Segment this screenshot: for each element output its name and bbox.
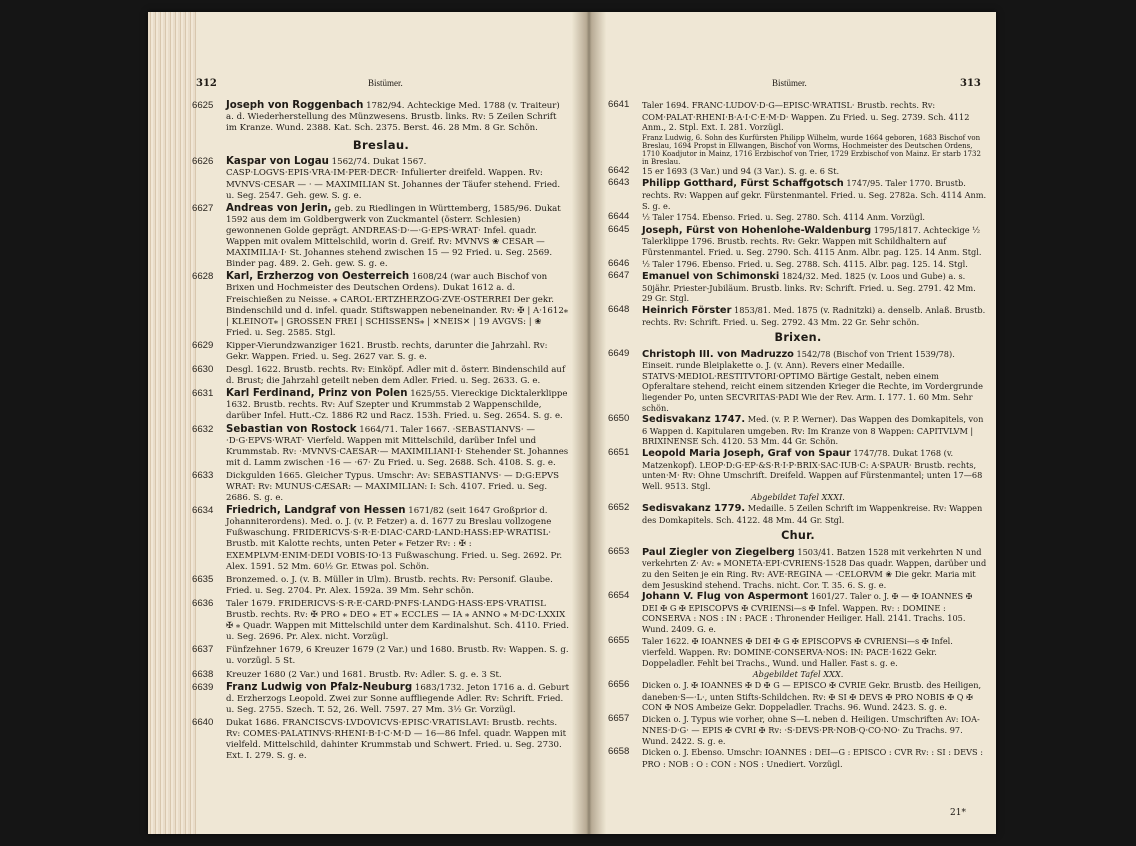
entry-heading: Franz Ludwig von Pfalz-Neuburg xyxy=(226,681,413,693)
plate-reference: Abgebildet Tafel XXX. xyxy=(752,669,844,680)
catalog-entry xyxy=(608,747,988,769)
section-heading: Chur. xyxy=(781,529,815,543)
entry-description: 1824/32. Med. 1825 (v. Loos und Gube) a. s. 50jähr. Priester-Jubiläum. Brustb. links. Rv: Schrift. Fried. u. Seg. 2791. 42 Mm. 29 Gr. Stgl. xyxy=(642,271,976,304)
entry-heading: Karl Ferdinand, Prinz von Polen xyxy=(226,388,408,400)
lot-number: 6655 xyxy=(608,634,630,646)
entry-heading: Joseph von Roggenbach xyxy=(226,100,364,111)
catalog-entry xyxy=(608,714,988,747)
catalog-entry xyxy=(608,259,988,271)
entry-heading: Christoph III. von Madruzzo xyxy=(642,348,794,360)
lot-number: 6648 xyxy=(608,303,630,315)
entry-description: 15 er 1693 (3 Var.) und 94 (3 Var.). S. g. e. 6 St. xyxy=(642,165,840,176)
entry-heading: Philipp Gotthard, Fürst Schaffgotsch xyxy=(642,178,844,190)
catalog-entry xyxy=(608,547,988,590)
catalog-entry xyxy=(608,503,988,525)
entry-description: Dickgulden 1665. Gleicher Typus. Umschr: Av: SEBASTIANVS· — D:G:EPVS WRAT: Rv: MUNUS·CÆSAR: — MAXIMILIAN: I: Sch. 4107. Fried. u. Seg. 2686. S. g. e. xyxy=(226,470,560,504)
entry-description: Medaille. 5 Zeilen Schrift im Wappenkreise. Rv: Wappen des Domkapitels. Sch. 4122. 48 Mm. 44 Gr. Stgl. xyxy=(642,503,983,525)
lot-number: 6636 xyxy=(192,597,214,609)
book-gutter xyxy=(572,12,606,834)
entry-description: Taler 1694. FRANC·LUDOV·D·G—EPISC·WRATISL· Brustb. rechts. Rv: COM·PALAT·RHENI·B·A·I·C·E·M·D· Wappen. Zu Fried. u. Seg. 2739. Sch. 4112 Anm., 2. Stpl. Ext. I. 281. Vorzügl. xyxy=(642,100,970,133)
catalog-entry xyxy=(192,100,570,134)
entry-heading: Johann V. Flug von Aspermont xyxy=(642,591,809,603)
footnote: Franz Ludwig, 6. Sohn des Kurfürsten Philipp Wilhelm, wurde 1664 geboren, 1683 Bischof von Breslau, 1694 Propst in Ellwangen, Bischof von Worms, Hochmeister des Deutschen Ordens, 1710 Koadjutor in Mainz, 1716 Erzbischof von Trier, 1729 Erzbischof von Mainz. Er starb 1732 in Breslau. xyxy=(642,133,981,166)
catalog-entry xyxy=(608,178,988,211)
entry-description: Taler 1622. ✠ IOANNES ✠ DEI ✠ G ✠ EPISCOPVS ✠ CVRIENSi—s ✠ Infel. vierfeld. Wappen. Rv: DOMINE·CONSERVA·NOS: IN: PACE·1622 Gekr. Doppeladler. Fehlt bei Trachs., Wund. und Haller. Fast s. g. e. xyxy=(642,635,953,668)
catalog-entry xyxy=(192,598,570,643)
catalog-entry xyxy=(192,340,570,363)
entry-description: 1542/78 (Bischof von Trient 1539/78). Einseit. runde Bleiplakette o. J. (v. Ann). Revers einer Medaille. STATVS·MEDIOL·RESTITVTORI·OPTIMO Bärtige Gestalt, neben einem Opferaltare stehend, reicht einem sitzenden Krieger die Rechte, im Vordergrunde liegender Po, unten SECVRITAS·PADI Wie der Rev. Arm. I. 177. 1. 60 Mm. Sehr schön. xyxy=(642,348,983,413)
entry-description: 1795/1817. Achteckige ½ Talerklippe 1796. Brustb. rechts. Rv: Gekr. Wappen mit Schildhaltern auf Fürstenmantel. Fried. u. Seg. 2790. Sch. 4115 Anm. Albr. pag. 125. 14 Anm. Stgl. xyxy=(642,224,982,257)
left-page-body xyxy=(192,100,570,763)
entry-description: Kreuzer 1680 (2 Var.) und 1681. Brustb. Rv: Adler. S. g. e. 3 St. xyxy=(226,669,502,680)
lot-number: 6643 xyxy=(608,177,630,189)
entry-description: ½ Taler 1754. Ebenso. Fried. u. Seg. 2780. Sch. 4114 Anm. Vorzügl. xyxy=(642,212,926,223)
entry-description: 1608/24 (war auch Bischof von Brixen und Hochmeister des Deutschen Ordens). Dukat 1612 a. d. Freischießen zu Neisse. ⁎ CAROL·ERTZHERZOG·ZVE·OSTERREI Der gekr. Bindenschild und d. infel. quadr. Stiftswappen nebeneinander. Rv: ✠ | A·1612⁎ | KLEINOT⁎ | GROSSEN FREI | SCHISSENS⁎ | ✕NEIS✕ | 19 AVGVS: | ❀ Fried. u. Seg. 2585. Stgl. xyxy=(226,272,569,338)
entry-heading: Sedisvakanz 1747. xyxy=(642,414,746,426)
entry-heading: Emanuel von Schimonski xyxy=(642,271,780,283)
catalog-entry xyxy=(192,682,570,716)
entry-description: ½ Taler 1796. Ebenso. Fried. u. Seg. 2788. Sch. 4115. Albr. pag. 125. 14. Stgl. xyxy=(642,258,968,269)
entry-heading: Paul Ziegler von Ziegelberg xyxy=(642,546,795,558)
entry-description: Taler 1679. FRIDERICVS·S·R·E·CARD·PNFS·LANDG·HASS·EPS·VRATISL Brustb. rechts. Rv: ✠ PRO ⁎ DEO ⁎ ET ⁎ ECCLES — IA ⁎ ANNO ⁎ M·DC·LXXIX ✠ ⁎ Quadr. Wappen mit Mittelschild unter dem Kardinalshut. Sch. 4110. Fried. u. Seg. 2696. Pr. Alex. nicht. Vorzügl. xyxy=(226,598,570,643)
right-folio: 313 xyxy=(960,78,981,89)
lot-number: 6650 xyxy=(608,413,630,425)
entry-description: 1853/81. Med. 1875 (v. Radnitzki) a. denselb. Anlaß. Brustb. rechts. Rv: Schrift. Fried. u. Seg. 2792. 43 Mm. 22 Gr. Sehr schön. xyxy=(642,304,986,327)
lot-number: 6632 xyxy=(192,423,214,435)
lot-number: 6625 xyxy=(192,100,214,111)
catalog-entry xyxy=(192,388,570,422)
entry-description: 1562/74. Dukat 1567. CASP·LOGVS·EPIS·VRA·IM·PER·DECR· Infulierter dreifeld. Wappen. Rv: MVNVS·CESAR — · — MAXIMILIAN St. Johannes der Täufer stehend. Fried. u. Seg. 2547. Geh. gew. S. g. e. xyxy=(226,157,561,201)
right-running-head: Bistümer. xyxy=(772,78,807,88)
entry-heading: Kaspar von Logau xyxy=(226,156,329,168)
catalog-entry xyxy=(608,212,988,224)
entry-description: 1601/27. Taler o. J. ✠ — ✠ IOANNES ✠ DEI ✠ G ✠ EPISCOPVS ✠ CVRIENSi—s ✠ Infel. Wappen. Rv: : DOMINE : CONSERVA : NOS : IN : PACE : Thronender Heiliger. Hall. 2141. Trachs. 105. Wund. 2409. G. e. xyxy=(642,591,973,634)
catalog-entry xyxy=(192,156,570,201)
entry-description: 1747/95. Taler 1770. Brustb. rechts. Rv: Wappen auf gekr. Fürstenmantel. Fried. u. Seg. 2782a. Sch. 4114 Anm. S. g. e. xyxy=(642,178,987,211)
catalog-entry xyxy=(192,505,570,573)
catalog-entry xyxy=(608,636,988,669)
entry-description: Fünfzehner 1679, 6 Kreuzer 1679 (2 Var.) und 1680. Brustb. Rv: Wappen. S. g. u. vorzügl. 5 St. xyxy=(226,645,569,667)
entry-heading: Friedrich, Landgraf von Hessen xyxy=(226,505,406,517)
lot-number: 6637 xyxy=(192,644,214,656)
lot-number: 6644 xyxy=(608,211,630,223)
lot-number: 6631 xyxy=(192,388,214,400)
lot-number: 6633 xyxy=(192,469,214,481)
lot-number: 6635 xyxy=(192,573,214,585)
section-heading: Breslau. xyxy=(352,138,410,153)
catalog-entry xyxy=(608,271,988,304)
catalog-entry xyxy=(192,424,570,469)
entry-description: Dicken o. J. ✠ IOANNES ✠ D ✠ G — EPISCO ✠ CVRIE Gekr. Brustb. des Heiligen, daneben·S—·L·, unten Stifts-Schildchen. Rv: ✠ SI ✠ DEVS ✠ PRO NOBIS ✠ Q ✠ CON ✠ NOS Ambeize Gekr. Doppeladler. Trachs. 96. Wund. 2423. S. g. e. xyxy=(642,679,982,713)
entry-description: Kipper-Vierundzwanziger 1621. Brustb. rechts, darunter die Jahrzahl. Rv: Gekr. Wappen. Fried. u. Seg. 2627 var. S. g. e. xyxy=(226,340,548,362)
catalog-entry xyxy=(608,225,988,258)
catalog-entry xyxy=(192,574,570,597)
catalog-entry xyxy=(192,271,570,339)
catalog-entry xyxy=(608,166,988,178)
lot-number: 6639 xyxy=(192,681,214,693)
lot-number: 6653 xyxy=(608,545,630,557)
entry-description: Bronzemed. o. J. (v. B. Müller in Ulm). Brustb. rechts. Rv: Personif. Glaube. Fried. u. Seg. 2704. Pr. Alex. 1592a. 39 Mm. Sehr schön. xyxy=(226,574,553,596)
lot-number: 6651 xyxy=(608,447,630,459)
catalog-entry xyxy=(192,669,570,681)
left-folio: 312 xyxy=(196,78,217,89)
entry-description: 1625/55. Viereckige Dicktalerklippe 1632. Brustb. rechts. Rv: Auf Szepter und Krummstab 2 Wappenschilde, darüber Infel. Hutt.-Cz. 1886 R2 und Racz. 153h. Fried. u. Seg. 2654. S. g. e. xyxy=(226,389,568,422)
catalog-entry xyxy=(192,203,570,271)
left-running-head: Bistümer. xyxy=(368,78,403,88)
lot-number: 6645 xyxy=(608,223,630,235)
entry-description: 1782/94. Achteckige Med. 1788 (v. Traiteur) a. d. Wiederherstellung des Münzwesens. Brustb. links. Rv: 5 Zeilen Schrift im Kranze. Wund. 2388. Kat. Sch. 2375. Berst. 46. 28 Mm. 8 Gr. Schön. xyxy=(226,101,560,134)
entry-heading: Leopold Maria Joseph, Graf von Spaur xyxy=(642,448,851,460)
entry-heading: Sebastian von Rostock xyxy=(226,423,357,435)
lot-number: 6649 xyxy=(608,347,630,359)
catalog-entry xyxy=(192,470,570,504)
lot-number: 6626 xyxy=(192,156,214,168)
lot-number: 6652 xyxy=(608,502,630,513)
entry-description: Dicken o. J. Typus wie vorher, ohne S—L neben d. Heiligen. Umschriften Av: IOA-NNES·D·G· — EPIS ✠ CVRI ✠ Rv: ·S·DEVS·PR·NOB·Q·CO·NO· Zu Trachs. 97. Wund. 2422. S. g. e. xyxy=(642,713,980,746)
entry-description: 1683/1732. Jeton 1716 a. d. Geburt d. Erzherzogs Leopold. Zwei zur Sonne auffliegende Adler. Rv: Schrift. Fried. u. Seg. 2755. Szech. T. 52, 26. Well. 7597. 27 Mm. 3½ Gr. Vorzügl. xyxy=(226,682,570,715)
entry-description: Med. (v. P. P. Werner). Das Wappen des Domkapitels, von 6 Wappen d. Kapitularen umgeben. Rv: Im Kranze von 8 Wappen: CAPITVLVM | BRIXINENSE Sch. 4120. 53 Mm. 44 Gr. Schön. xyxy=(642,414,984,447)
signature-mark: 21* xyxy=(950,808,966,818)
section-heading: Brixen. xyxy=(774,331,822,345)
entry-description: Dukat 1686. FRANCISCVS·LVDOVICVS·EPISC·VRATISLAVI: Brustb. rechts. Rv: COMES·PALATINVS·RHENI·B·I·C·M·D — 16—86 Infel. quadr. Wappen mit vielfeld. Mittelschild, dahinter Krummstab und Schwert. Fried. u. Seg. 2730. Ext. I. 279. S. g. e. xyxy=(226,717,567,762)
catalog-entry xyxy=(608,100,988,133)
entry-description: 1664/71. Taler 1667. ·SEBASTIANVS· — ·D·G·EPVS·WRAT· Vierfeld. Wappen mit Mittelschild, darüber Infel und Krummstab. Rv: ·MVNVS·CAESAR·— MAXIMILIANI·I· Stehender St. Johannes mit d. Lamm zwischen ·16 — ·67· Zu Fried. u. Seg. 2688. Sch. 4108. S. g. e. xyxy=(226,424,569,468)
lot-number: 6646 xyxy=(608,257,630,269)
entry-heading: Heinrich Förster xyxy=(642,304,732,316)
catalog-entry xyxy=(192,644,570,667)
lot-number: 6627 xyxy=(192,202,214,214)
lot-number: 6629 xyxy=(192,339,214,351)
entry-heading: Sedisvakanz 1779. xyxy=(642,503,746,514)
entry-description: 1671/82 (seit 1647 Großprior d. Johanniterordens). Med. o. J. (v. P. Fetzer) a. d. 1677 zu Breslau vollzogene Fußwaschung. FRIDERICVS·S·R·E·DIAC·CARD·LAND:HASS:EP·WRATISL· Brustb. mit Kalotte rechts, unten Peter ⁎ Fetzer Rv: : ✠ : EXEMPLVM·ENIM·DEDI VOBIS·IO·13 Fußwaschung. Fried. u. Seg. 2692. Pr. Alex. 1591. 52 Mm. 60½ Gr. Etwas pol. Schön. xyxy=(226,506,563,572)
entry-description: 1747/78. Dukat 1768 (v. Matzenkopf). LEOP·D:G·EP·&S·R·I·P·BRIX·SAC·IUB·C: A·SPAUR· Brustb. rechts, unten·M· Rv: Ohne Umschrift. Dreifeld. Wappen auf Fürstenmantel; unten 17—68 Well. 9513. Stgl. xyxy=(642,448,983,491)
lot-number: 6647 xyxy=(608,270,630,282)
lot-number: 6640 xyxy=(192,716,214,728)
lot-number: 6634 xyxy=(192,505,214,517)
lot-number: 6638 xyxy=(192,668,214,680)
lot-number: 6656 xyxy=(608,678,630,690)
entry-heading: Karl, Erzherzog von Oesterreich xyxy=(226,271,410,283)
lot-number: 6641 xyxy=(608,99,630,110)
entry-description: 1503/41. Batzen 1528 mit verkehrten N und verkehrten Z· Av: ⁎ MONETA·EPI·CVRIENS·1528 Das quadr. Wappen, darüber und zu den Seiten je ein Ring. Rv: AVE·REGINA — ·CELORVM ❀ Die gekr. Maria mit dem Jesuskind stehend. Trachs. nicht. Cor. T. 35. 6. S. g. e. xyxy=(642,546,987,590)
page-stack-edge-overlay xyxy=(148,12,196,834)
entry-heading: Joseph, Fürst von Hohenlohe-Waldenburg xyxy=(642,224,872,236)
lot-number: 6654 xyxy=(608,590,630,602)
catalog-entry xyxy=(608,414,988,447)
catalog-entry xyxy=(608,448,988,491)
lot-number: 6658 xyxy=(608,746,630,758)
catalog-entry xyxy=(192,364,570,387)
catalog-entry xyxy=(608,680,988,713)
right-page-body xyxy=(608,100,988,771)
lot-number: 6628 xyxy=(192,271,214,283)
lot-number: 6642 xyxy=(608,164,630,176)
catalog-entry xyxy=(608,591,988,634)
entry-description: Dicken o. J. Ebenso. Umschr: IOANNES : DEI—G : EPISCO : CVR Rv: : SI : DEVS : PRO : NOB : O : CON : NOS : Unediert. Vorzügl. xyxy=(642,747,983,770)
entry-heading: Andreas von Jerin, xyxy=(226,202,332,214)
entry-description: Desgl. 1622. Brustb. rechts. Rv: Einköpf. Adler mit d. österr. Bindenschild auf d. Brust; die Jahrzahl geteilt neben dem Adler. Fried. u. Seg. 2633. G. e. xyxy=(226,365,566,387)
catalog-entry xyxy=(608,349,988,414)
catalog-entry xyxy=(192,717,570,762)
entry-description: geb. zu Riedlingen in Württemberg, 1585/96. Dukat 1592 aus dem im Goldbergwerk von Zuckmantel (österr. Schlesien) gewonnenen Golde geprägt. ANDREAS·D·—·G·EPS·WRAT· Infel. quadr. Wappen mit ovalem Mittelschild, worin d. Greif. Rv: MVNVS ❀ CESAR — MAXIMILIA·I· St. Johannes stehend zwischen 15 — 92 Fried. u. Seg. 2569. Binder pag. 489. 2. Geh. gew. S. g. e. xyxy=(226,203,561,270)
catalog-entry xyxy=(608,305,988,327)
lot-number: 6657 xyxy=(608,712,630,724)
lot-number: 6630 xyxy=(192,364,214,376)
plate-reference: Abgebildet Tafel XXXI. xyxy=(751,492,845,503)
